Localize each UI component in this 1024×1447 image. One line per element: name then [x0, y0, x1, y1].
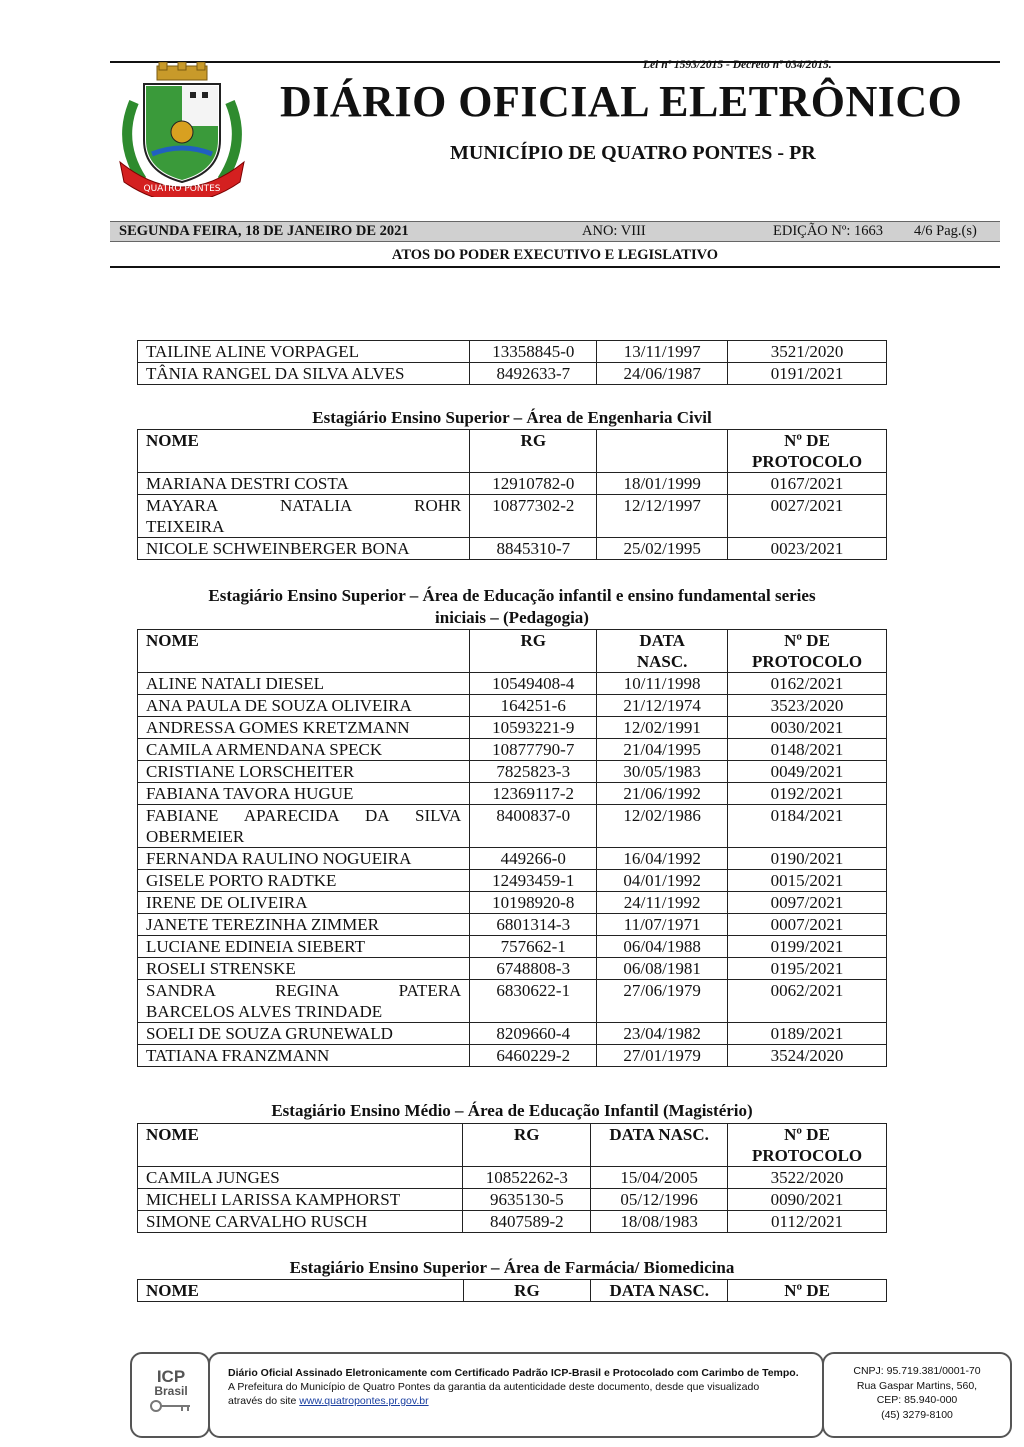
- protocol-cell: 3524/2020: [728, 1045, 887, 1067]
- table-row: [138, 1023, 887, 1045]
- table-row: [138, 958, 887, 980]
- name-cell: MARIANA DESTRI COSTA: [138, 473, 470, 495]
- table-row: [138, 695, 887, 717]
- name-cell: ANA PAULA DE SOUZA OLIVEIRA: [138, 695, 470, 717]
- protocol-cell: 0192/2021: [728, 783, 887, 805]
- rg-cell: 8400837-0: [470, 805, 597, 848]
- protocol-cell: 0097/2021: [728, 892, 887, 914]
- table-row: [138, 538, 887, 560]
- rg-cell: 10593221-9: [470, 717, 597, 739]
- protocol-cell: 0199/2021: [728, 936, 887, 958]
- rg-cell: 6460229-2: [470, 1045, 597, 1067]
- birth-cell: 21/12/1974: [597, 695, 728, 717]
- cnpj: CNPJ: 95.719.381/0001-70: [853, 1365, 981, 1377]
- header-rg: RG: [470, 630, 597, 673]
- rg-cell: 757662-1: [470, 936, 597, 958]
- name-cell: ROSELI STRENSKE: [138, 958, 470, 980]
- rg-cell: 6748808-3: [470, 958, 597, 980]
- law-reference: Lei nº 1593/2015 - Decreto nº 034/2015.: [643, 59, 832, 71]
- footer: [130, 1352, 1012, 1440]
- birth-cell: 11/07/1971: [597, 914, 728, 936]
- contact-box: [822, 1352, 1012, 1438]
- table-row: [138, 495, 887, 538]
- name-cell: TATIANA FRANZMANN: [138, 1045, 470, 1067]
- edition-number: EDIÇÃO Nº: 1663: [773, 223, 884, 239]
- birth-cell: 12/12/1997: [597, 495, 728, 538]
- crest-label: QUATRO PONTES: [143, 184, 221, 194]
- section-title-civil: Estagiário Ensino Superior – Área de Engenharia Civil: [312, 408, 712, 427]
- rg-cell: 10877302-2: [470, 495, 597, 538]
- table-row: [138, 739, 887, 761]
- table-row: [138, 848, 887, 870]
- name-cell: CAMILA ARMENDANA SPECK: [138, 739, 470, 761]
- birth-cell: 21/04/1995: [597, 739, 728, 761]
- rg-cell: 10877790-7: [470, 739, 597, 761]
- table-row: [138, 473, 887, 495]
- rg-cell: 8492633-7: [470, 363, 597, 385]
- rg-cell: 8209660-4: [470, 1023, 597, 1045]
- rg-cell: 6830622-1: [470, 980, 597, 1023]
- name-cell: CRISTIANE LORSCHEITER: [138, 761, 470, 783]
- table-header-row: [138, 630, 887, 673]
- header-birth: DATA NASC.: [591, 1124, 728, 1167]
- header-rg: RG: [463, 1280, 591, 1302]
- rg-cell: 6801314-3: [470, 914, 597, 936]
- birth-cell: 13/11/1997: [597, 341, 728, 363]
- section-rule: [110, 266, 1000, 268]
- protocol-cell: 0015/2021: [728, 870, 887, 892]
- rg-cell: 8407589-2: [463, 1211, 591, 1233]
- address: Rua Gaspar Martins, 560,: [856, 1379, 978, 1392]
- protocol-cell: 0195/2021: [728, 958, 887, 980]
- civil-table: [137, 429, 887, 560]
- name-cell: MAYARA NATALIA ROHR TEIXEIRA: [138, 495, 470, 538]
- birth-cell: 25/02/1995: [597, 538, 728, 560]
- magisterio-table: [137, 1123, 887, 1233]
- header-rg: RG: [470, 430, 597, 473]
- edition-year: ANO: VIII: [582, 223, 646, 239]
- signature-line: Diário Oficial Assinado Eletronicamente com Certificado Padrão ICP-Brasil e Protocolado com Carimbo de Tempo.: [228, 1367, 799, 1379]
- name-cell: TÂNIA RANGEL DA SILVA ALVES: [138, 363, 470, 385]
- name-cell: LUCIANE EDINEIA SIEBERT: [138, 936, 470, 958]
- birth-cell: 06/04/1988: [597, 936, 728, 958]
- cep: CEP: 85.940-000: [876, 1394, 958, 1406]
- birth-cell: 30/05/1983: [597, 761, 728, 783]
- birth-cell: 05/12/1996: [591, 1189, 728, 1211]
- section-title-pedagogia: Estagiário Ensino Superior – Área de Educação infantil e ensino fundamental series iniciais – (Pedagogia): [208, 586, 816, 627]
- rg-cell: 13358845-0: [470, 341, 597, 363]
- table-row: [138, 892, 887, 914]
- protocol-cell: 0112/2021: [728, 1211, 887, 1233]
- protocol-cell: 0189/2021: [728, 1023, 887, 1045]
- authenticity-line: A Prefeitura do Município de Quatro Pontes da garantia da autenticidade deste documento, desde que visualizado: [228, 1381, 760, 1393]
- name-cell: MICHELI LARISSA KAMPHORST: [138, 1189, 463, 1211]
- protocol-cell: 0090/2021: [728, 1189, 887, 1211]
- protocol-cell: 3523/2020: [728, 695, 887, 717]
- header-protocol: Nº DE PROTOCOLO: [728, 1124, 887, 1167]
- name-cell: FERNANDA RAULINO NOGUEIRA: [138, 848, 470, 870]
- header-name: NOME: [138, 430, 470, 473]
- header-name: NOME: [138, 1124, 463, 1167]
- protocol-cell: 0027/2021: [728, 495, 887, 538]
- birth-cell: 23/04/1982: [597, 1023, 728, 1045]
- table-row: [138, 936, 887, 958]
- section-title-magisterio: Estagiário Ensino Médio – Área de Educação Infantil (Magistério): [271, 1101, 753, 1120]
- name-cell: FABIANE APARECIDA DA SILVA OBERMEIER: [138, 805, 470, 848]
- header-birth: [597, 430, 728, 473]
- birth-cell: 12/02/1991: [597, 717, 728, 739]
- birth-cell: 21/06/1992: [597, 783, 728, 805]
- name-cell: TAILINE ALINE VORPAGEL: [138, 341, 470, 363]
- protocol-cell: 3522/2020: [728, 1167, 887, 1189]
- name-cell: SANDRA REGINA PATERA BARCELOS ALVES TRINDADE: [138, 980, 470, 1023]
- birth-cell: 24/11/1992: [597, 892, 728, 914]
- name-cell: SIMONE CARVALHO RUSCH: [138, 1211, 463, 1233]
- name-cell: IRENE DE OLIVEIRA: [138, 892, 470, 914]
- rg-cell: 12910782-0: [470, 473, 597, 495]
- icp-brasil-logo: ICP Brasil: [146, 1368, 196, 1428]
- birth-cell: 06/08/1981: [597, 958, 728, 980]
- edition-info-bar: [110, 221, 1000, 242]
- table-row: [138, 363, 887, 385]
- page-title: DIÁRIO OFICIAL ELETRÔNICO: [280, 77, 963, 126]
- name-cell: JANETE TEREZINHA ZIMMER: [138, 914, 470, 936]
- table-row: [138, 914, 887, 936]
- name-cell: FABIANA TAVORA HUGUE: [138, 783, 470, 805]
- header-protocol: Nº DE: [728, 1280, 887, 1302]
- table-row: [138, 761, 887, 783]
- rg-cell: 9635130-5: [463, 1189, 591, 1211]
- rg-cell: 10198920-8: [470, 892, 597, 914]
- municipal-crest-icon: [112, 62, 252, 197]
- rg-cell: 10852262-3: [463, 1167, 591, 1189]
- key-icon: [146, 1398, 196, 1414]
- section-title-farmacia: Estagiário Ensino Superior – Área de Farmácia/ Biomedicina: [289, 1258, 735, 1277]
- protocol-cell: 0049/2021: [728, 761, 887, 783]
- table-row: [138, 1189, 887, 1211]
- header-protocol: Nº DE PROTOCOLO: [728, 430, 887, 473]
- birth-cell: 18/08/1983: [591, 1211, 728, 1233]
- continued-table: [137, 340, 887, 385]
- table-header-row: [138, 1124, 887, 1167]
- protocol-cell: 0184/2021: [728, 805, 887, 848]
- birth-cell: 10/11/1998: [597, 673, 728, 695]
- site-prefix: através do site: [228, 1395, 297, 1407]
- protocol-cell: 0148/2021: [728, 739, 887, 761]
- rg-cell: 449266-0: [470, 848, 597, 870]
- protocol-cell: 0191/2021: [728, 363, 887, 385]
- table-row: [138, 1167, 887, 1189]
- name-cell: ALINE NATALI DIESEL: [138, 673, 470, 695]
- table-header-row: [138, 1280, 887, 1302]
- header-name: NOME: [138, 630, 470, 673]
- farmacia-table: [137, 1279, 887, 1302]
- birth-cell: 04/01/1992: [597, 870, 728, 892]
- section-heading: ATOS DO PODER EXECUTIVO E LEGISLATIVO: [391, 247, 719, 263]
- edition-date: SEGUNDA FEIRA, 18 DE JANEIRO DE 2021: [119, 223, 409, 239]
- rg-cell: 10549408-4: [470, 673, 597, 695]
- protocol-cell: 0190/2021: [728, 848, 887, 870]
- table-row: [138, 980, 887, 1023]
- table-row: [138, 341, 887, 363]
- protocol-cell: 0030/2021: [728, 717, 887, 739]
- table-row: [138, 805, 887, 848]
- header-protocol: Nº DE PROTOCOLO: [728, 630, 887, 673]
- protocol-cell: 0007/2021: [728, 914, 887, 936]
- protocol-cell: 0023/2021: [728, 538, 887, 560]
- header-name: NOME: [138, 1280, 464, 1302]
- birth-cell: 12/02/1986: [597, 805, 728, 848]
- rg-cell: 8845310-7: [470, 538, 597, 560]
- birth-cell: 15/04/2005: [591, 1167, 728, 1189]
- protocol-cell: 3521/2020: [728, 341, 887, 363]
- municipality-subtitle: MUNICÍPIO DE QUATRO PONTES - PR: [450, 142, 816, 164]
- rg-cell: 164251-6: [470, 695, 597, 717]
- birth-cell: 27/06/1979: [597, 980, 728, 1023]
- birth-cell: 16/04/1992: [597, 848, 728, 870]
- protocol-cell: 0167/2021: [728, 473, 887, 495]
- protocol-cell: 0062/2021: [728, 980, 887, 1023]
- name-cell: NICOLE SCHWEINBERGER BONA: [138, 538, 470, 560]
- icp-brasil-box: [130, 1352, 210, 1438]
- birth-cell: 27/01/1979: [597, 1045, 728, 1067]
- rg-cell: 12493459-1: [470, 870, 597, 892]
- table-row: [138, 783, 887, 805]
- table-header-row: [138, 430, 887, 473]
- table-row: [138, 717, 887, 739]
- birth-cell: 24/06/1987: [597, 363, 728, 385]
- signature-notice: [208, 1352, 824, 1438]
- pedagogia-table: [137, 629, 887, 1067]
- header-rg: RG: [463, 1124, 591, 1167]
- site-link[interactable]: www.quatropontes.pr.gov.br: [299, 1395, 429, 1407]
- header-birth: DATA NASC.: [591, 1280, 728, 1302]
- page-count: 4/6 Pag.(s): [914, 223, 977, 239]
- name-cell: SOELI DE SOUZA GRUNEWALD: [138, 1023, 470, 1045]
- phone: (45) 3279-8100: [881, 1408, 953, 1421]
- birth-cell: 18/01/1999: [597, 473, 728, 495]
- protocol-cell: 0162/2021: [728, 673, 887, 695]
- rg-cell: 7825823-3: [470, 761, 597, 783]
- rg-cell: 12369117-2: [470, 783, 597, 805]
- table-row: [138, 870, 887, 892]
- table-row: [138, 1045, 887, 1067]
- table-row: [138, 673, 887, 695]
- header-birth: DATA NASC.: [597, 630, 728, 673]
- table-row: [138, 1211, 887, 1233]
- name-cell: CAMILA JUNGES: [138, 1167, 463, 1189]
- name-cell: GISELE PORTO RADTKE: [138, 870, 470, 892]
- name-cell: ANDRESSA GOMES KRETZMANN: [138, 717, 470, 739]
